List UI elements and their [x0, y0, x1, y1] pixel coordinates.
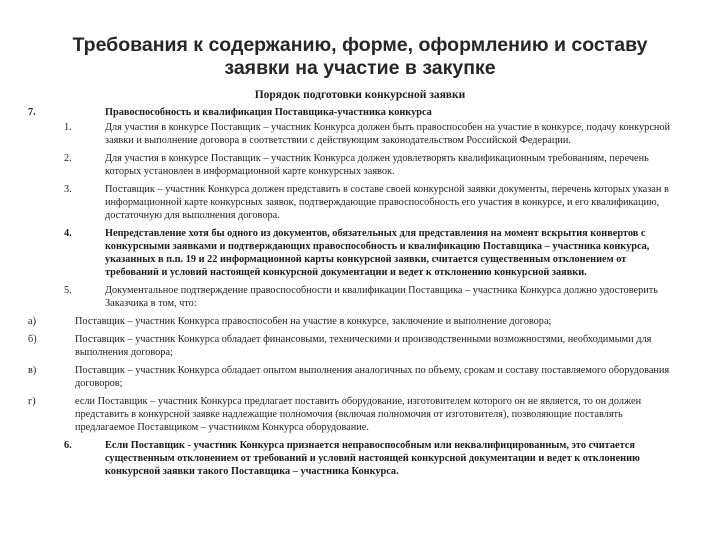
list-item — [0, 227, 720, 279]
item-number: 4. — [64, 228, 72, 239]
list-item — [0, 121, 720, 147]
item-text: Для участия в конкурсе Поставщик – участник Конкурса должен быть правоспособен на участие в конкурсе, подачу конкурсной заявки и выполнение договора в соответствии с действующим законодательством Российской Федерации. — [105, 122, 671, 146]
item-number: 3. — [64, 184, 72, 195]
sub-list-item — [0, 333, 720, 359]
item-number: 5. — [64, 285, 72, 296]
list-item — [0, 284, 720, 310]
sub-list-item — [0, 395, 720, 434]
final-list-item — [0, 439, 720, 478]
item-number: 1. — [64, 122, 72, 133]
list-item — [0, 183, 720, 222]
sub-list-item — [0, 364, 720, 390]
sub-item-letter: а) — [28, 316, 36, 327]
sub-list-item — [0, 315, 720, 328]
sub-item-text: Поставщик – участник Конкурса обладает финансовыми, техническими и производственными возможностями, необходимыми для выполнения договора; — [75, 334, 652, 358]
item-text: Документальное подтверждение правоспособности и квалификации Поставщика – участника Конкурса должно удостоверить Заказчика в том, что: — [105, 285, 658, 309]
item-number: 2. — [64, 153, 72, 164]
sub-item-text: Поставщик – участник Конкурса правоспособен на участие в конкурсе, заключение и выполнение договора; — [75, 316, 552, 327]
section-subtitle: Порядок подготовки конкурсной заявки — [254, 89, 466, 101]
sub-item-text: Поставщик – участник Конкурса обладает опытом выполнения аналогичных по объему, срокам и составу поставляемого оборудования договоров; — [75, 365, 670, 389]
sub-item-letter: г) — [28, 396, 36, 407]
sub-item-letter: в) — [28, 365, 37, 376]
sub-item-letter: б) — [28, 334, 37, 345]
document-body — [0, 106, 720, 478]
item-text: Если Поставщик - участник Конкурса признается неправоспособным или неквалифицированным, это считается существенным отклонением от требований и условий настоящей конкурсной документации и ведет к отклонению конкурсной заявки такого Поставщика – участника Конкурса. — [105, 440, 640, 477]
section-number: 7. — [28, 107, 36, 118]
list-item — [0, 152, 720, 178]
item-text: Поставщик – участник Конкурса должен представить в составе своей конкурсной заявки документы, перечень которых указан в информационной карте конкурсных заявок, подтверждающие правоспособность его участия в конкурсе, и его квалификацию, достаточную для выполнения договора. — [105, 184, 669, 221]
item-text: Для участия в конкурсе Поставщик – участник Конкурса должен удовлетворять квалификационным требованиям, перечень которых установлен в информационной карте конкурсных заявок. — [105, 153, 649, 177]
item-text: Непредставление хотя бы одного из документов, обязательных для представления на момент вскрытия конвертов с конкурсными заявками и подтверждающих правоспособность и квалификацию Поставщика – участника конкурса, указанных в п.п. 19 и 22 информационной карты конкурсной заявки, считается существенным отклонением от требований и условий настоящей конкурсной документации и ведет к отклонению конкурсной заявки. — [105, 228, 650, 278]
item-number: 6. — [64, 440, 72, 451]
sub-item-text: если Поставщик – участник Конкурса предлагает поставить оборудование, изготовителем которого он не является, то он должен представить в конкурсной заявке надлежащие полномочия (включая полномочия от изготовителя), позволяющие поставлять предлагаемое Поставщиком – участником Конкурса оборудование. — [75, 396, 642, 433]
slide-title: Требования к содержанию, форме, оформлению и составу заявки на участие в закупке — [72, 34, 648, 79]
section-heading: Правоспособность и квалификация Поставщика-участника конкурса — [105, 107, 432, 118]
section-heading-row — [0, 106, 720, 119]
